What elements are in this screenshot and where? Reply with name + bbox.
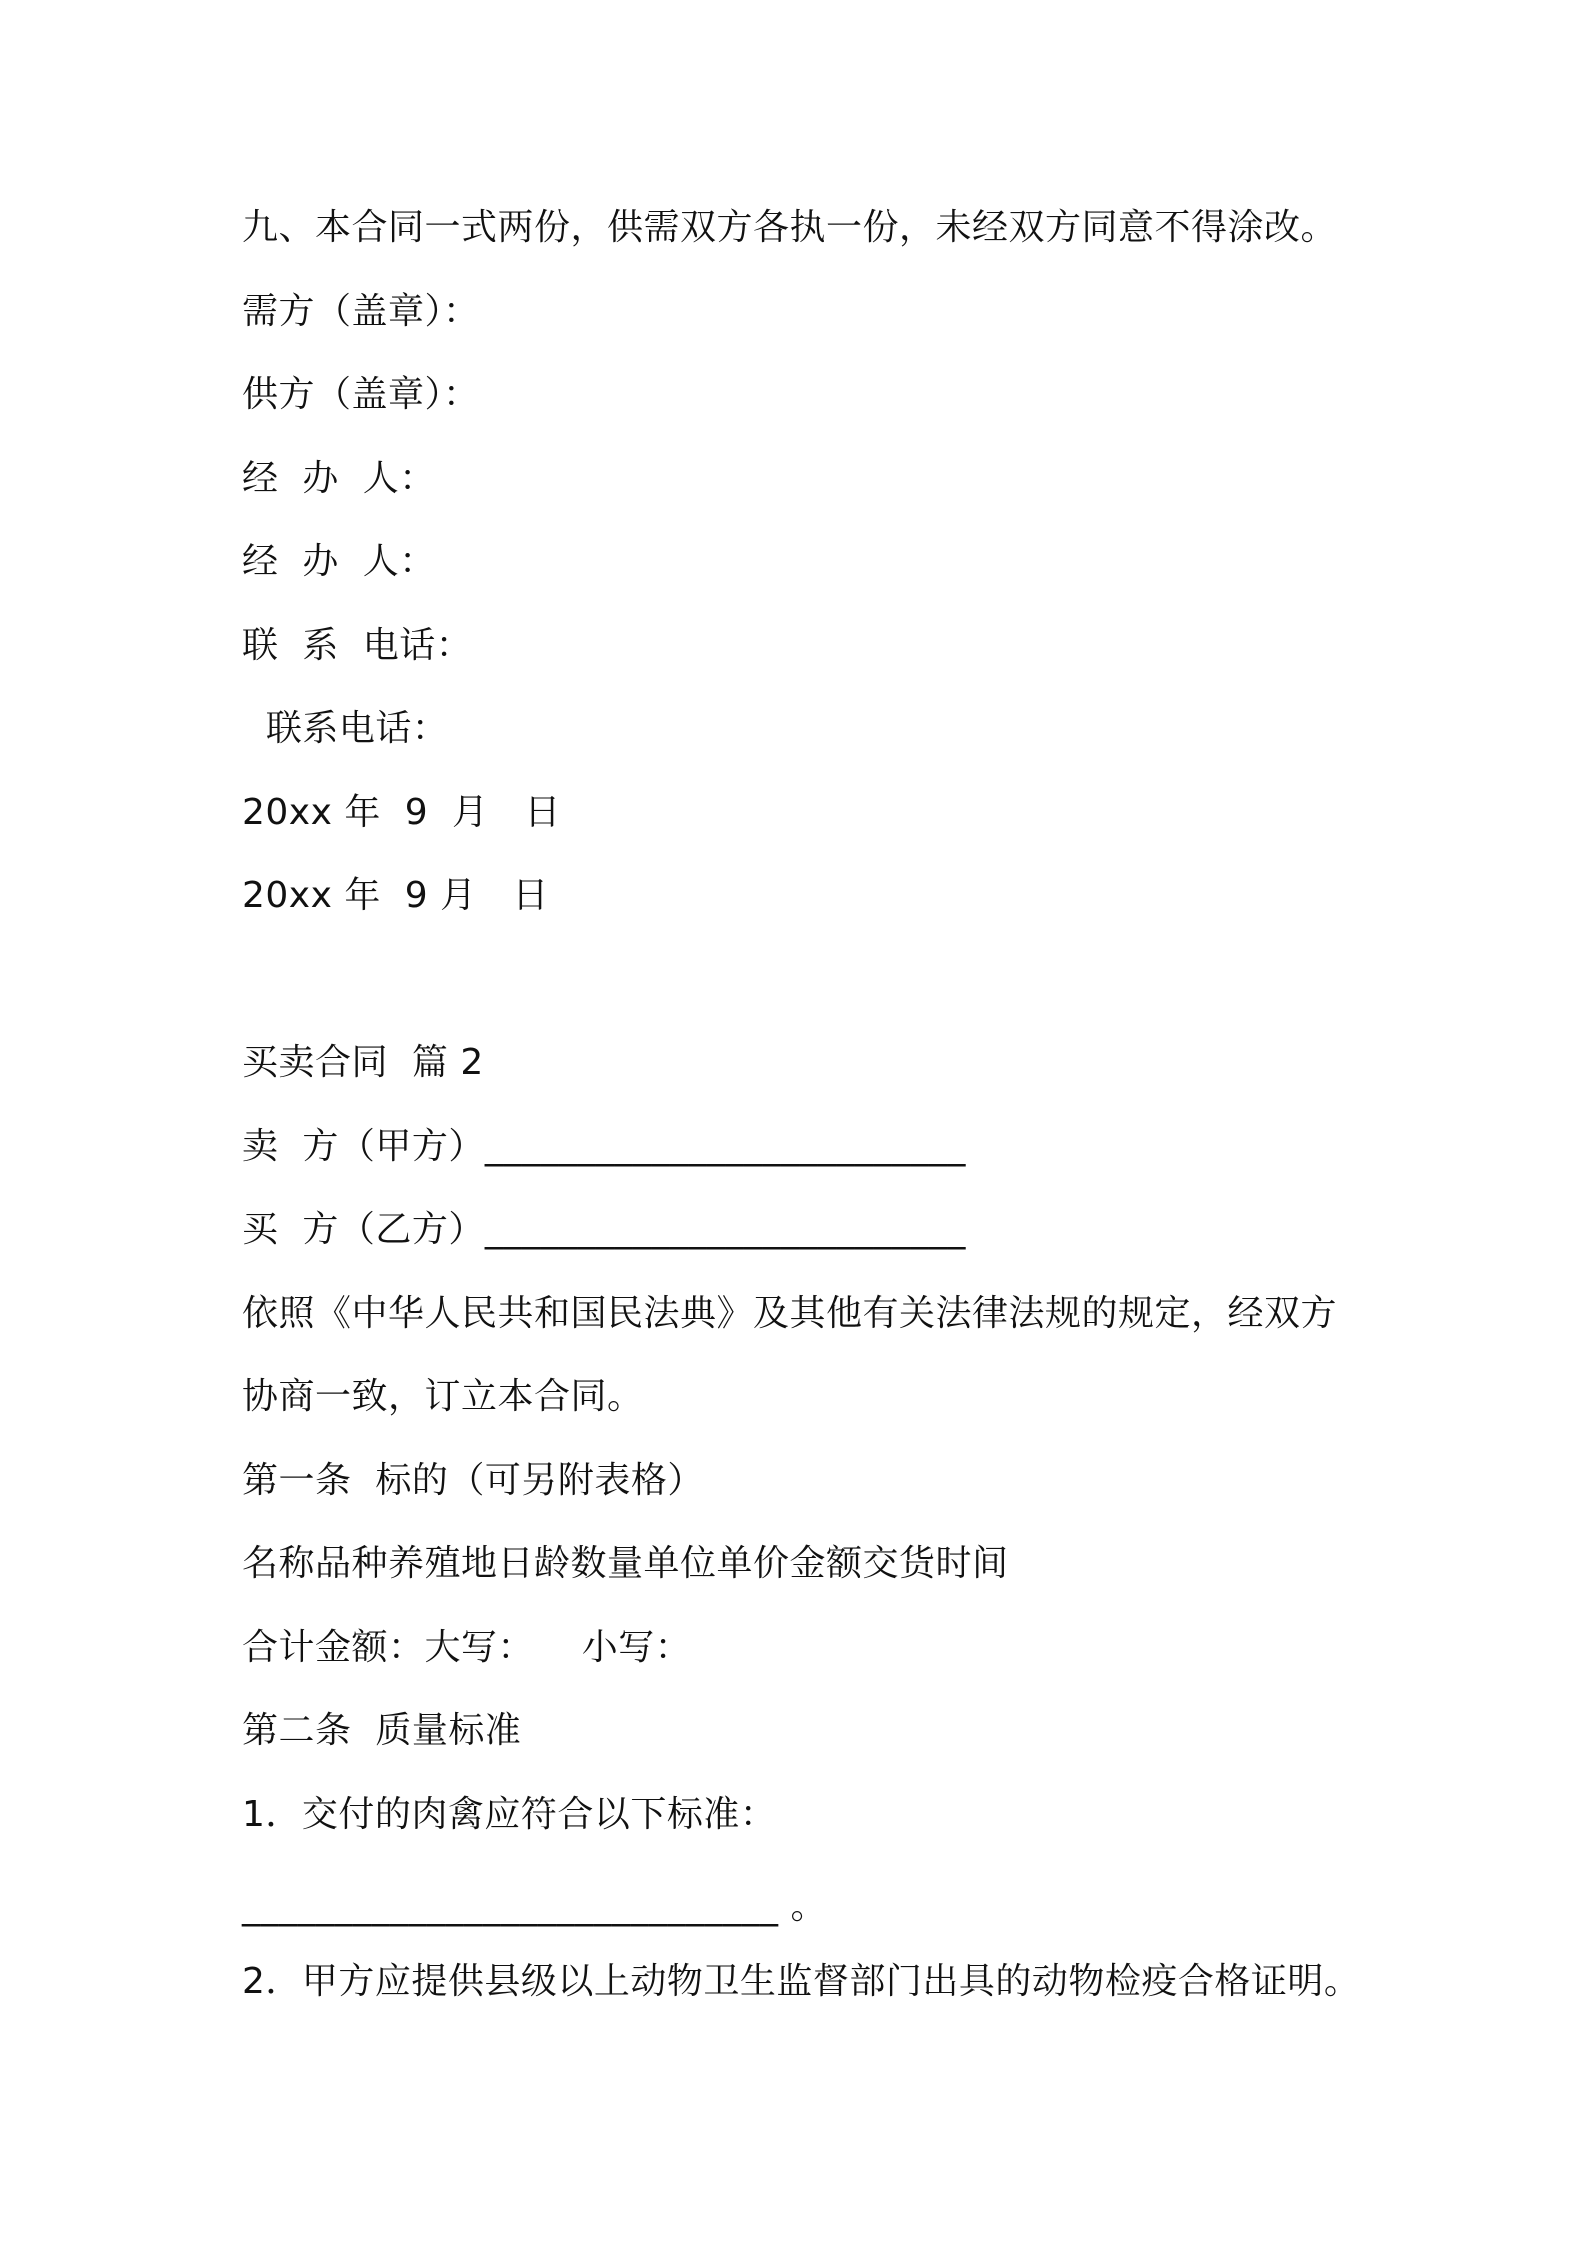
date-line-2: 20xx 年 9 月 日 <box>242 875 549 916</box>
intro-paragraph-line-2: 协商一致，订立本合同。 <box>242 1376 644 1417</box>
contact-phone-label-2: 联系电话： <box>242 708 449 749</box>
seller-line: 卖 方（甲方）__________________________ <box>242 1126 966 1167</box>
supplier-seal-label: 供方（盖章）： <box>242 374 480 415</box>
quality-item-1-blank: _____________________________ 。 <box>242 1886 827 1927</box>
clause-nine: 九、本合同一式两份，供需双方各执一份，未经双方同意不得涂改。 <box>242 207 1338 248</box>
quality-item-2: 2．甲方应提供县级以上动物卫生监督部门出具的动物检疫合格证明。 <box>242 1961 1361 2002</box>
table-header-line: 名称品种养殖地日龄数量单位单价金额交货时间 <box>242 1543 1009 1584</box>
agent-label-2: 经 办 人： <box>242 541 436 582</box>
contact-phone-label-1: 联 系 电话： <box>242 625 473 666</box>
date-line-1: 20xx 年 9 月 日 <box>242 792 561 833</box>
article-two-heading: 第二条 质量标准 <box>242 1710 522 1751</box>
quality-item-1: 1．交付的肉禽应符合以下标准： <box>242 1794 777 1835</box>
buyer-line: 买 方（乙方）__________________________ <box>242 1209 966 1250</box>
article-one-heading: 第一条 标的（可另附表格） <box>242 1460 704 1501</box>
buyer-seal-label: 需方（盖章）： <box>242 291 480 332</box>
total-amount-line: 合计金额：大写： 小写： <box>242 1627 692 1668</box>
intro-paragraph-line-1: 依照《中华人民共和国民法典》及其他有关法律法规的规定，经双方 <box>242 1293 1338 1334</box>
agent-label-1: 经 办 人： <box>242 458 436 499</box>
section-title: 买卖合同 篇 2 <box>242 1042 484 1083</box>
